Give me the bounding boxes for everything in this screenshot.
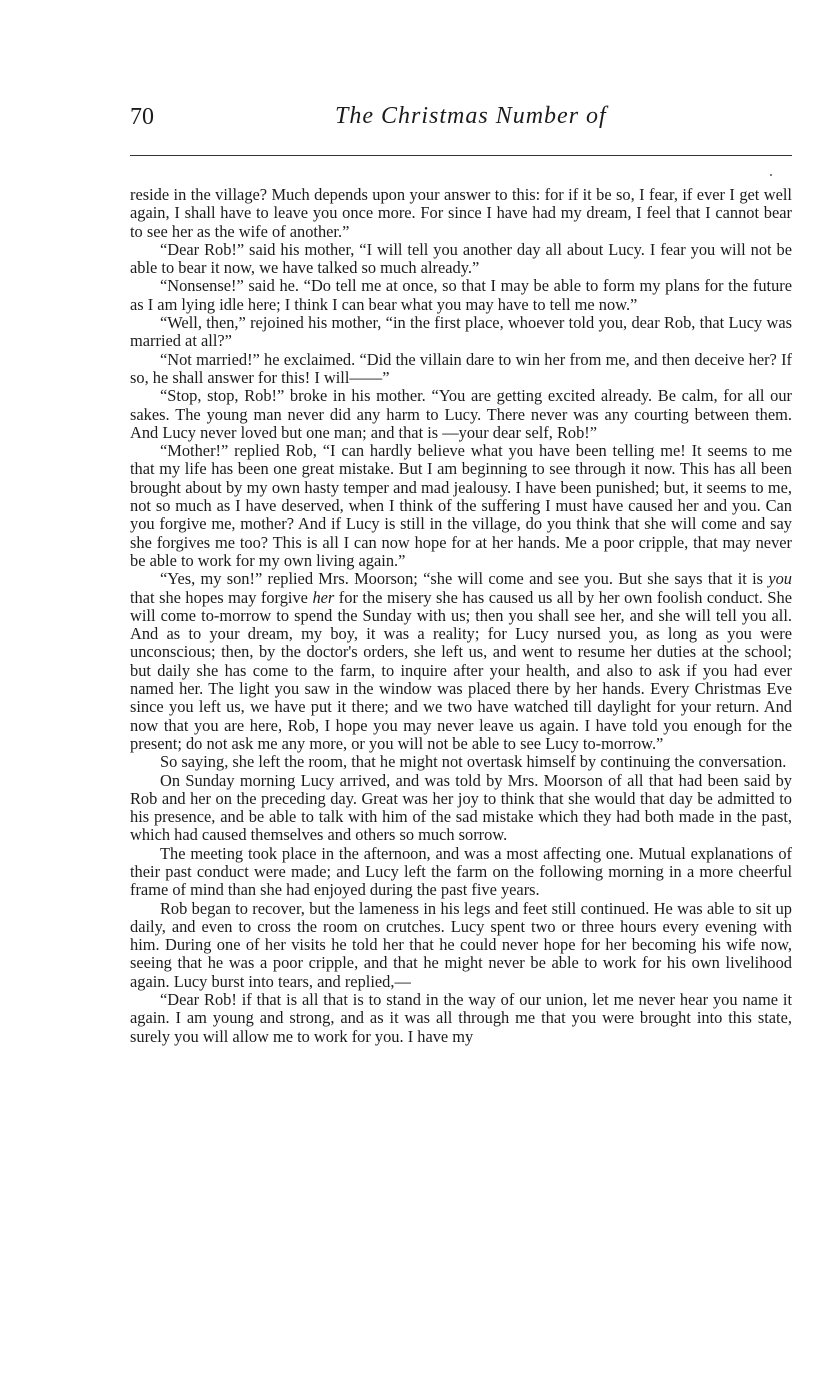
emphasis: her [312, 587, 335, 607]
paragraph-segment: “Yes, my son!” replied Mrs. Moorson; “she will come and see you. But she says that it is [160, 569, 769, 589]
paragraph-segment: that she hopes may forgive [130, 587, 313, 607]
running-title: The Christmas Number of [335, 103, 607, 129]
paragraph-segment: for the misery she has caused us all by her own foolish conduct. She will come to-morrow to spend the Sunday with us; then you shall see her, and she will tell you all. And as to your dream, my boy, it was a reality; for Lucy nursed you, as long as you were unconscious; then, by the doctor's orders, she left us, and went to resume her duties at the school; but daily she has come to the farm, to inquire after your health, and also to ask if you had ever named her. The light you saw in the window was placed there by her hands. Every Christmas Eve since you left us, we have put it there; and we two have watched till daylight for your return. And now that you are here, Rob, I hope you may never leave us again. I have told you enough for the present; do not ask me any more, or you will not be able to see Lucy to-morrow.” [130, 587, 792, 753]
paragraph: reside in the village? Much depends upon your answer to this: for if it be so, I fear, if ever I get well again, I shall have to leave you once more. For since I have had my dream, I feel that I cannot bear to see her as the wife of another.” [130, 185, 792, 241]
paragraph: “Mother!” replied Rob, “I can hardly believe what you have been telling me! It seems to me that my life has been one great mistake. But I am beginning to see through it now. This has all been brought about by my own hasty temper and mad jealousy. I have been punished; but, it seems to me, not so much as I have deserved, when I think of the suffering I must have caused her and you. Can you forgive me, mother? And if Lucy is still in the village, do you think that she will come and say she forgives me too? This is all I can now hope for at her hands. Me a poor cripple, that may never be able to work for my own living again.” [130, 441, 792, 570]
print-speck [770, 174, 772, 176]
page-number: 70 [130, 104, 154, 130]
paragraph: “Nonsense!” said he. “Do tell me at once, so that I may be able to form my plans for the future as I am lying idle here; I think I can bear what you may have to tell me now.” [130, 276, 792, 314]
paragraph: On Sunday morning Lucy arrived, and was told by Mrs. Moorson of all that had been said by Rob and her on the preceding day. Great was her joy to think that she would that day be admitted to his presence, and be able to talk with him of the sad mistake which they had both made in the past, which had caused themselves and others so much sorrow. [130, 770, 792, 845]
paragraph: So saying, she left the room, that he might not overtask himself by continuing the conversation. [160, 752, 787, 772]
paragraph: “Not married!” he exclaimed. “Did the villain dare to win her from me, and then deceive her? If so, he shall answer for this! I will——” [130, 349, 792, 387]
emphasis: you [768, 569, 792, 589]
paragraph: The meeting took place in the afternoon, and was a most affecting one. Mutual explanations of their past conduct were made; and Lucy left the farm on the following morning in a more cheerful frame of mind than she had enjoyed during the past five years. [130, 843, 792, 900]
paragraph: “Dear Rob! if that is all that is to stand in the way of our union, let me never hear you name it again. I am young and strong, and as it was all through me that you were brought into this state, surely you will allow me to work for you. I have my [130, 990, 792, 1046]
page-header [130, 96, 792, 136]
body-text [130, 186, 792, 1046]
paragraph [130, 570, 792, 753]
paragraph: “Dear Rob!” said his mother, “I will tell you another day all about Lucy. I fear you will not be able to bear it now, we have talked so much already.” [130, 239, 792, 278]
paragraph: “Stop, stop, Rob!” broke in his mother. “You are getting excited already. Be calm, for all our sakes. The young man never did any harm to Lucy. There never was any courting between them. And Lucy never loved but one man; and that is —your dear self, Rob!” [130, 386, 792, 442]
paragraph: Rob began to recover, but the lameness in his legs and feet still continued. He was able to sit up daily, and even to cross the room on crutches. Lucy spent two or three hours every evening with him. During one of her visits he told her that he could never hope for her becoming his wife now, seeing that he was a poor cripple, and that he might never be able to work for his own livelihood again. Lucy burst into tears, and replied,— [130, 898, 792, 991]
header-rule [130, 155, 792, 156]
paragraph: “Well, then,” rejoined his mother, “in the first place, whoever told you, dear Rob, that Lucy was married at all?” [130, 313, 792, 351]
